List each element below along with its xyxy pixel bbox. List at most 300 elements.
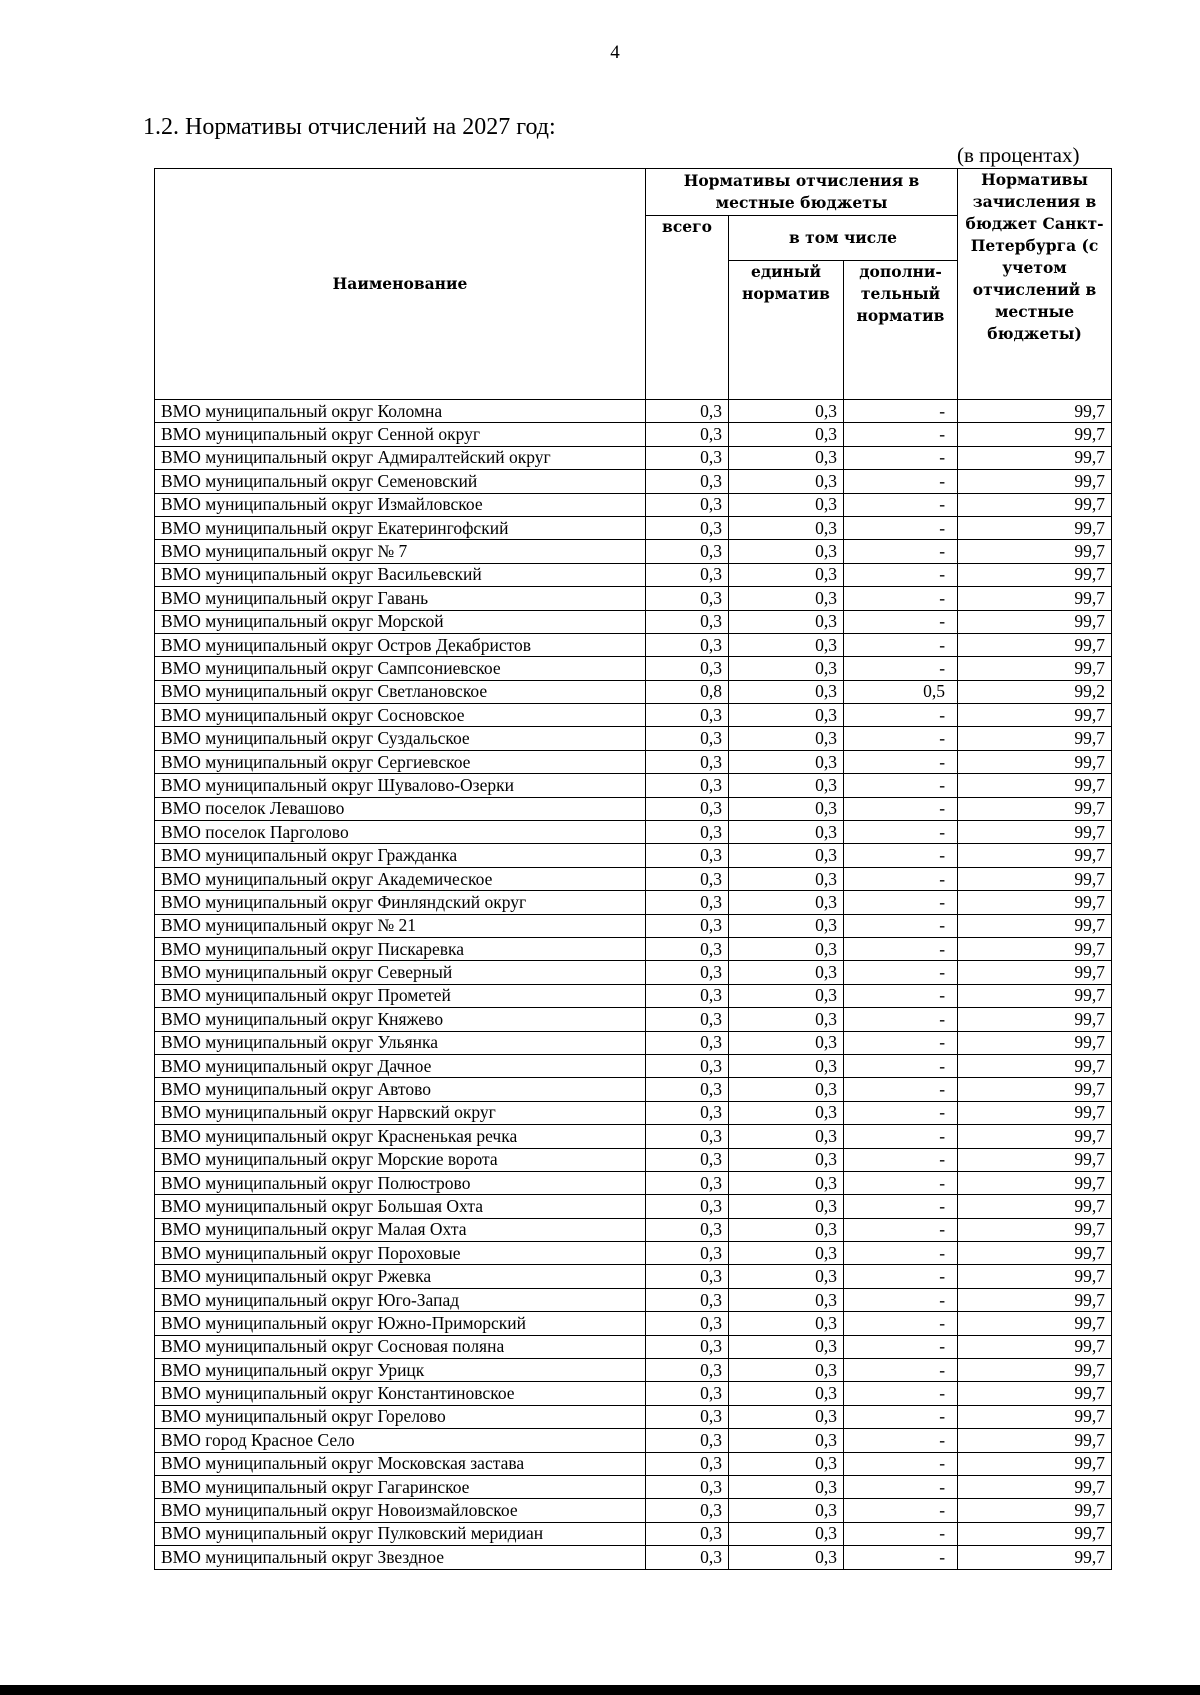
unified-value: 0,3 [729, 1008, 844, 1031]
table-row [155, 1312, 1112, 1335]
additional-value: - [844, 1288, 958, 1311]
district-name: ВМО муниципальный округ Дачное [155, 1054, 646, 1077]
district-name: ВМО муниципальный округ Нарвский округ [155, 1101, 646, 1124]
total-value: 0,3 [646, 821, 729, 844]
additional-value: - [844, 1054, 958, 1077]
total-value: 0,3 [646, 1499, 729, 1522]
table-row [155, 563, 1112, 586]
city-value: 99,7 [958, 774, 1112, 797]
table-body [155, 400, 1112, 1570]
unified-value: 0,3 [729, 1078, 844, 1101]
unified-value: 0,3 [729, 587, 844, 610]
additional-value: - [844, 446, 958, 469]
city-value: 99,7 [958, 1335, 1112, 1358]
city-value: 99,7 [958, 1265, 1112, 1288]
unified-value: 0,3 [729, 704, 844, 727]
additional-value: - [844, 1148, 958, 1171]
table-row [155, 984, 1112, 1007]
total-value: 0,3 [646, 1405, 729, 1428]
district-name: ВМО муниципальный округ Княжево [155, 1008, 646, 1031]
city-value: 99,7 [958, 1452, 1112, 1475]
total-value: 0,3 [646, 1265, 729, 1288]
city-value: 99,7 [958, 1405, 1112, 1428]
district-name: ВМО муниципальный округ Красненькая речка [155, 1125, 646, 1148]
total-value: 0,3 [646, 867, 729, 890]
district-name: ВМО муниципальный округ Сосновая поляна [155, 1335, 646, 1358]
unified-value: 0,3 [729, 423, 844, 446]
total-value: 0,3 [646, 961, 729, 984]
total-value: 0,3 [646, 1288, 729, 1311]
district-name: ВМО муниципальный округ Морские ворота [155, 1148, 646, 1171]
total-value: 0,8 [646, 680, 729, 703]
city-value: 99,7 [958, 657, 1112, 680]
table-row [155, 1101, 1112, 1124]
district-name: ВМО муниципальный округ Южно-Приморский [155, 1312, 646, 1335]
unified-value: 0,3 [729, 446, 844, 469]
district-name: ВМО муниципальный округ Академическое [155, 867, 646, 890]
unified-value: 0,3 [729, 821, 844, 844]
table-header [155, 169, 1112, 400]
header-total: всего [646, 216, 729, 400]
unified-value: 0,3 [729, 1312, 844, 1335]
total-value: 0,3 [646, 1359, 729, 1382]
total-value: 0,3 [646, 1522, 729, 1545]
district-name: ВМО муниципальный округ Светлановское [155, 680, 646, 703]
section-title: 1.2. Нормативы отчислений на 2027 год: [143, 114, 556, 140]
unified-value: 0,3 [729, 1171, 844, 1194]
district-name: ВМО муниципальный округ Ржевка [155, 1265, 646, 1288]
city-value: 99,7 [958, 1499, 1112, 1522]
district-name: ВМО муниципальный округ № 7 [155, 540, 646, 563]
table-row [155, 1475, 1112, 1498]
unified-value: 0,3 [729, 400, 844, 423]
additional-value: - [844, 1382, 958, 1405]
unified-value: 0,3 [729, 1288, 844, 1311]
city-value: 99,7 [958, 797, 1112, 820]
city-value: 99,7 [958, 1195, 1112, 1218]
total-value: 0,3 [646, 563, 729, 586]
unified-value: 0,3 [729, 680, 844, 703]
total-value: 0,3 [646, 704, 729, 727]
table-row [155, 1148, 1112, 1171]
unified-value: 0,3 [729, 1125, 844, 1148]
additional-value: - [844, 750, 958, 773]
table-row [155, 1522, 1112, 1545]
city-value: 99,7 [958, 961, 1112, 984]
total-value: 0,3 [646, 1429, 729, 1452]
additional-value: 0,5 [844, 680, 958, 703]
table-row [155, 1429, 1112, 1452]
additional-value: - [844, 1429, 958, 1452]
unified-value: 0,3 [729, 1265, 844, 1288]
table-row [155, 1031, 1112, 1054]
city-value: 99,7 [958, 446, 1112, 469]
additional-value: - [844, 937, 958, 960]
additional-value: - [844, 727, 958, 750]
additional-value: - [844, 1078, 958, 1101]
unified-value: 0,3 [729, 1429, 844, 1452]
additional-value: - [844, 1312, 958, 1335]
unified-value: 0,3 [729, 891, 844, 914]
total-value: 0,3 [646, 1008, 729, 1031]
table-row [155, 680, 1112, 703]
additional-value: - [844, 774, 958, 797]
city-value: 99,7 [958, 891, 1112, 914]
additional-value: - [844, 1359, 958, 1382]
district-name: ВМО муниципальный округ Шувалово-Озерки [155, 774, 646, 797]
table-row [155, 1171, 1112, 1194]
total-value: 0,3 [646, 516, 729, 539]
total-value: 0,3 [646, 797, 729, 820]
total-value: 0,3 [646, 727, 729, 750]
table-row [155, 727, 1112, 750]
city-value: 99,7 [958, 1522, 1112, 1545]
city-value: 99,7 [958, 470, 1112, 493]
table-row [155, 1078, 1112, 1101]
total-value: 0,3 [646, 1475, 729, 1498]
city-value: 99,7 [958, 1242, 1112, 1265]
city-value: 99,7 [958, 1148, 1112, 1171]
city-value: 99,7 [958, 984, 1112, 1007]
total-value: 0,3 [646, 1242, 729, 1265]
additional-value: - [844, 516, 958, 539]
total-value: 0,3 [646, 1148, 729, 1171]
additional-value: - [844, 1405, 958, 1428]
table-row [155, 1335, 1112, 1358]
unified-value: 0,3 [729, 1522, 844, 1545]
unified-value: 0,3 [729, 657, 844, 680]
city-value: 99,7 [958, 1031, 1112, 1054]
city-value: 99,7 [958, 1125, 1112, 1148]
district-name: ВМО муниципальный округ Пороховые [155, 1242, 646, 1265]
unified-value: 0,3 [729, 633, 844, 656]
total-value: 0,3 [646, 1171, 729, 1194]
city-value: 99,7 [958, 1382, 1112, 1405]
district-name: ВМО муниципальный округ Сампсониевское [155, 657, 646, 680]
additional-value: - [844, 657, 958, 680]
table-row [155, 1125, 1112, 1148]
district-name: ВМО муниципальный округ Суздальское [155, 727, 646, 750]
unified-value: 0,3 [729, 563, 844, 586]
unified-value: 0,3 [729, 844, 844, 867]
district-name: ВМО муниципальный округ Коломна [155, 400, 646, 423]
page-number: 4 [610, 42, 620, 63]
unified-value: 0,3 [729, 540, 844, 563]
unified-value: 0,3 [729, 1335, 844, 1358]
unit-note: (в процентах) [957, 143, 1080, 167]
district-name: ВМО муниципальный округ Урицк [155, 1359, 646, 1382]
total-value: 0,3 [646, 1195, 729, 1218]
table-row [155, 446, 1112, 469]
district-name: ВМО муниципальный округ Московская застава [155, 1452, 646, 1475]
district-name: ВМО город Красное Село [155, 1429, 646, 1452]
total-value: 0,3 [646, 1546, 729, 1569]
table-row [155, 516, 1112, 539]
additional-value: - [844, 704, 958, 727]
additional-value: - [844, 984, 958, 1007]
table-row [155, 633, 1112, 656]
city-value: 99,7 [958, 867, 1112, 890]
city-value: 99,7 [958, 844, 1112, 867]
district-name: ВМО муниципальный округ Юго-Запад [155, 1288, 646, 1311]
city-value: 99,7 [958, 587, 1112, 610]
total-value: 0,3 [646, 1054, 729, 1077]
additional-value: - [844, 821, 958, 844]
additional-value: - [844, 1452, 958, 1475]
district-name: ВМО муниципальный округ Семеновский [155, 470, 646, 493]
additional-value: - [844, 1499, 958, 1522]
city-value: 99,7 [958, 1288, 1112, 1311]
additional-value: - [844, 493, 958, 516]
city-value: 99,7 [958, 540, 1112, 563]
additional-value: - [844, 1101, 958, 1124]
table-row [155, 587, 1112, 610]
additional-value: - [844, 470, 958, 493]
additional-value: - [844, 1475, 958, 1498]
unified-value: 0,3 [729, 961, 844, 984]
city-value: 99,7 [958, 1054, 1112, 1077]
city-value: 99,7 [958, 1008, 1112, 1031]
district-name: ВМО муниципальный округ Прометей [155, 984, 646, 1007]
district-name: ВМО муниципальный округ Адмиралтейский округ [155, 446, 646, 469]
table-row [155, 867, 1112, 890]
header-city-budget: Нормативы зачисления в бюджет Санкт-Петербурга (с учетом отчислений в местные бюджеты) [958, 169, 1112, 400]
district-name: ВМО муниципальный округ Полюстрово [155, 1171, 646, 1194]
additional-value: - [844, 587, 958, 610]
city-value: 99,7 [958, 937, 1112, 960]
additional-value: - [844, 1218, 958, 1241]
city-value: 99,7 [958, 1359, 1112, 1382]
unified-value: 0,3 [729, 914, 844, 937]
city-value: 99,7 [958, 1101, 1112, 1124]
district-name: ВМО муниципальный округ Гражданка [155, 844, 646, 867]
table-row [155, 704, 1112, 727]
table-row [155, 1405, 1112, 1428]
district-name: ВМО муниципальный округ Екатерингофский [155, 516, 646, 539]
unified-value: 0,3 [729, 750, 844, 773]
unified-value: 0,3 [729, 1101, 844, 1124]
district-name: ВМО муниципальный округ Васильевский [155, 563, 646, 586]
total-value: 0,3 [646, 1125, 729, 1148]
header-name: Наименование [155, 169, 646, 400]
table-row [155, 1218, 1112, 1241]
unified-value: 0,3 [729, 984, 844, 1007]
additional-value: - [844, 1171, 958, 1194]
city-value: 99,7 [958, 727, 1112, 750]
district-name: ВМО муниципальный округ Константиновское [155, 1382, 646, 1405]
unified-value: 0,3 [729, 516, 844, 539]
additional-value: - [844, 1031, 958, 1054]
header-additional: дополни-тельный норматив [844, 261, 958, 400]
district-name: ВМО муниципальный округ Остров Декабристов [155, 633, 646, 656]
district-name: ВМО муниципальный округ Горелово [155, 1405, 646, 1428]
total-value: 0,3 [646, 914, 729, 937]
city-value: 99,7 [958, 1429, 1112, 1452]
district-name: ВМО муниципальный округ Новоизмайловское [155, 1499, 646, 1522]
total-value: 0,3 [646, 1031, 729, 1054]
additional-value: - [844, 1242, 958, 1265]
unified-value: 0,3 [729, 1054, 844, 1077]
table-row [155, 914, 1112, 937]
district-name: ВМО муниципальный округ Звездное [155, 1546, 646, 1569]
total-value: 0,3 [646, 400, 729, 423]
total-value: 0,3 [646, 633, 729, 656]
additional-value: - [844, 797, 958, 820]
district-name: ВМО муниципальный округ Сосновское [155, 704, 646, 727]
table-row [155, 470, 1112, 493]
additional-value: - [844, 1335, 958, 1358]
table-row [155, 1195, 1112, 1218]
city-value: 99,2 [958, 680, 1112, 703]
table-row [155, 1359, 1112, 1382]
city-value: 99,7 [958, 821, 1112, 844]
city-value: 99,7 [958, 1218, 1112, 1241]
total-value: 0,3 [646, 423, 729, 446]
district-name: ВМО муниципальный округ Малая Охта [155, 1218, 646, 1241]
additional-value: - [844, 914, 958, 937]
unified-value: 0,3 [729, 470, 844, 493]
table-row [155, 657, 1112, 680]
unified-value: 0,3 [729, 610, 844, 633]
district-name: ВМО муниципальный округ № 21 [155, 914, 646, 937]
unified-value: 0,3 [729, 797, 844, 820]
total-value: 0,3 [646, 1335, 729, 1358]
city-value: 99,7 [958, 1312, 1112, 1335]
unified-value: 0,3 [729, 1405, 844, 1428]
total-value: 0,3 [646, 610, 729, 633]
city-value: 99,7 [958, 914, 1112, 937]
total-value: 0,3 [646, 493, 729, 516]
city-value: 99,7 [958, 1546, 1112, 1569]
table-row [155, 423, 1112, 446]
total-value: 0,3 [646, 984, 729, 1007]
city-value: 99,7 [958, 400, 1112, 423]
district-name: ВМО муниципальный округ Сенной округ [155, 423, 646, 446]
additional-value: - [844, 1522, 958, 1545]
district-name: ВМО муниципальный округ Автово [155, 1078, 646, 1101]
additional-value: - [844, 1125, 958, 1148]
table-row [155, 961, 1112, 984]
table-row [155, 400, 1112, 423]
district-name: ВМО муниципальный округ Ульянка [155, 1031, 646, 1054]
additional-value: - [844, 540, 958, 563]
table-row [155, 493, 1112, 516]
total-value: 0,3 [646, 891, 729, 914]
city-value: 99,7 [958, 1475, 1112, 1498]
city-value: 99,7 [958, 563, 1112, 586]
additional-value: - [844, 844, 958, 867]
district-name: ВМО муниципальный округ Пискаревка [155, 937, 646, 960]
district-name: ВМО муниципальный округ Измайловское [155, 493, 646, 516]
header-including: в том числе [729, 216, 958, 261]
header-local-budgets: Нормативы отчисления в местные бюджеты [646, 169, 958, 216]
total-value: 0,3 [646, 844, 729, 867]
additional-value: - [844, 1008, 958, 1031]
city-value: 99,7 [958, 750, 1112, 773]
table-row [155, 1382, 1112, 1405]
total-value: 0,3 [646, 1078, 729, 1101]
additional-value: - [844, 961, 958, 984]
table-row [155, 774, 1112, 797]
table-row [155, 610, 1112, 633]
total-value: 0,3 [646, 1452, 729, 1475]
header-unified: единый норматив [729, 261, 844, 400]
table-row [155, 1008, 1112, 1031]
unified-value: 0,3 [729, 1452, 844, 1475]
city-value: 99,7 [958, 1078, 1112, 1101]
additional-value: - [844, 633, 958, 656]
total-value: 0,3 [646, 774, 729, 797]
unified-value: 0,3 [729, 1382, 844, 1405]
unified-value: 0,3 [729, 493, 844, 516]
additional-value: - [844, 891, 958, 914]
unified-value: 0,3 [729, 937, 844, 960]
city-value: 99,7 [958, 610, 1112, 633]
unified-value: 0,3 [729, 1499, 844, 1522]
table-row [155, 844, 1112, 867]
city-value: 99,7 [958, 704, 1112, 727]
additional-value: - [844, 1195, 958, 1218]
city-value: 99,7 [958, 516, 1112, 539]
district-name: ВМО муниципальный округ Северный [155, 961, 646, 984]
total-value: 0,3 [646, 1382, 729, 1405]
unified-value: 0,3 [729, 1359, 844, 1382]
city-value: 99,7 [958, 1171, 1112, 1194]
table-row [155, 1499, 1112, 1522]
table-row [155, 750, 1112, 773]
unified-value: 0,3 [729, 1195, 844, 1218]
standards-table [154, 168, 1112, 1570]
unified-value: 0,3 [729, 1242, 844, 1265]
table-row [155, 1054, 1112, 1077]
table-row [155, 1242, 1112, 1265]
additional-value: - [844, 1265, 958, 1288]
unified-value: 0,3 [729, 1218, 844, 1241]
additional-value: - [844, 1546, 958, 1569]
total-value: 0,3 [646, 470, 729, 493]
district-name: ВМО поселок Левашово [155, 797, 646, 820]
additional-value: - [844, 867, 958, 890]
table-row [155, 937, 1112, 960]
district-name: ВМО муниципальный округ Сергиевское [155, 750, 646, 773]
district-name: ВМО поселок Парголово [155, 821, 646, 844]
total-value: 0,3 [646, 446, 729, 469]
total-value: 0,3 [646, 750, 729, 773]
total-value: 0,3 [646, 937, 729, 960]
table-row [155, 1452, 1112, 1475]
district-name: ВМО муниципальный округ Пулковский меридиан [155, 1522, 646, 1545]
district-name: ВМО муниципальный округ Финляндский округ [155, 891, 646, 914]
table-row [155, 540, 1112, 563]
total-value: 0,3 [646, 587, 729, 610]
unified-value: 0,3 [729, 1546, 844, 1569]
district-name: ВМО муниципальный округ Большая Охта [155, 1195, 646, 1218]
city-value: 99,7 [958, 423, 1112, 446]
unified-value: 0,3 [729, 867, 844, 890]
total-value: 0,3 [646, 540, 729, 563]
unified-value: 0,3 [729, 1475, 844, 1498]
additional-value: - [844, 610, 958, 633]
unified-value: 0,3 [729, 1031, 844, 1054]
table-row [155, 1546, 1112, 1569]
scan-border [0, 1685, 1200, 1695]
total-value: 0,3 [646, 1101, 729, 1124]
city-value: 99,7 [958, 633, 1112, 656]
table-row [155, 891, 1112, 914]
table-row [155, 1265, 1112, 1288]
total-value: 0,3 [646, 1312, 729, 1335]
additional-value: - [844, 563, 958, 586]
